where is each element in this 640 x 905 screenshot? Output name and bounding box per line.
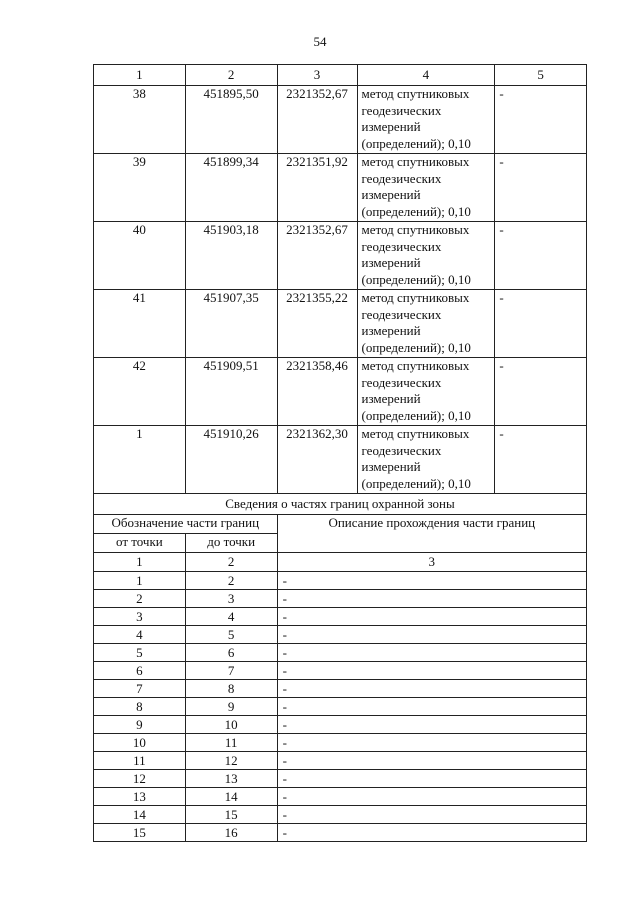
point-number: 39 bbox=[94, 154, 186, 222]
from-point: 6 bbox=[94, 662, 186, 680]
to-point: 3 bbox=[185, 590, 277, 608]
accuracy-note: - bbox=[495, 290, 587, 358]
to-point: 8 bbox=[185, 680, 277, 698]
method-line: измерений bbox=[361, 323, 421, 338]
from-point: 15 bbox=[94, 824, 186, 842]
method-cell bbox=[357, 222, 495, 290]
method-line: (определений); 0,10 bbox=[361, 271, 471, 287]
column-number: 1 bbox=[94, 553, 186, 572]
method-line: геодезических bbox=[361, 442, 442, 458]
from-point: 5 bbox=[94, 644, 186, 662]
from-point: 3 bbox=[94, 608, 186, 626]
section-title: Сведения о частях границ охранной зоны bbox=[94, 494, 587, 515]
parts-numbering-row bbox=[94, 553, 587, 572]
page-number: 54 bbox=[313, 34, 327, 49]
accuracy-note: - bbox=[495, 358, 587, 426]
point-number: 38 bbox=[94, 86, 186, 154]
to-point: 16 bbox=[185, 824, 277, 842]
part-description: - bbox=[277, 698, 586, 716]
part-description: - bbox=[277, 788, 586, 806]
from-point: 14 bbox=[94, 806, 186, 824]
method-line: метод спутниковых bbox=[361, 86, 470, 101]
from-point-header: от точки bbox=[94, 534, 186, 553]
description-header: Описание прохождения части границ bbox=[277, 515, 586, 553]
point-number: 1 bbox=[94, 426, 186, 494]
boundary-part-row bbox=[94, 698, 587, 716]
method-line: метод спутниковых bbox=[361, 290, 470, 305]
part-description: - bbox=[277, 716, 586, 734]
method-line: (определений); 0,10 bbox=[361, 407, 471, 423]
method-line: метод спутниковых bbox=[361, 358, 470, 373]
method-line: метод спутниковых bbox=[361, 154, 470, 169]
from-point: 10 bbox=[94, 734, 186, 752]
boundary-table bbox=[93, 64, 587, 842]
method-line: измерений bbox=[361, 187, 421, 202]
accuracy-note: - bbox=[495, 154, 587, 222]
method-line: (определений); 0,10 bbox=[361, 135, 471, 151]
boundary-part-row bbox=[94, 770, 587, 788]
x-coordinate: 451910,26 bbox=[185, 426, 277, 494]
part-description: - bbox=[277, 644, 586, 662]
method-line: метод спутниковых bbox=[361, 426, 470, 441]
from-point: 2 bbox=[94, 590, 186, 608]
part-description: - bbox=[277, 734, 586, 752]
boundary-part-row bbox=[94, 788, 587, 806]
column-number: 4 bbox=[357, 65, 495, 86]
method-cell bbox=[357, 290, 495, 358]
boundary-part-row bbox=[94, 608, 587, 626]
part-description: - bbox=[277, 770, 586, 788]
from-point: 12 bbox=[94, 770, 186, 788]
y-coordinate: 2321351,92 bbox=[277, 154, 357, 222]
column-number: 2 bbox=[185, 553, 277, 572]
accuracy-note: - bbox=[495, 86, 587, 154]
part-description: - bbox=[277, 752, 586, 770]
from-point: 9 bbox=[94, 716, 186, 734]
part-description: - bbox=[277, 824, 586, 842]
to-point: 14 bbox=[185, 788, 277, 806]
y-coordinate: 2321352,67 bbox=[277, 222, 357, 290]
boundary-part-row bbox=[94, 734, 587, 752]
part-description: - bbox=[277, 590, 586, 608]
to-point: 10 bbox=[185, 716, 277, 734]
x-coordinate: 451895,50 bbox=[185, 86, 277, 154]
point-row bbox=[94, 86, 587, 154]
point-row bbox=[94, 154, 587, 222]
column-number: 3 bbox=[277, 65, 357, 86]
boundary-part-row bbox=[94, 626, 587, 644]
x-coordinate: 451903,18 bbox=[185, 222, 277, 290]
parts-header-row bbox=[94, 515, 587, 534]
method-line: геодезических bbox=[361, 170, 442, 186]
to-point-header: до точки bbox=[185, 534, 277, 553]
method-line: измерений bbox=[361, 255, 421, 270]
method-line: (определений); 0,10 bbox=[361, 339, 471, 355]
to-point: 6 bbox=[185, 644, 277, 662]
method-line: (определений); 0,10 bbox=[361, 475, 471, 491]
to-point: 4 bbox=[185, 608, 277, 626]
column-numbering-row bbox=[94, 65, 587, 86]
y-coordinate: 2321358,46 bbox=[277, 358, 357, 426]
point-number: 40 bbox=[94, 222, 186, 290]
column-number: 5 bbox=[495, 65, 587, 86]
point-row bbox=[94, 358, 587, 426]
boundary-part-row bbox=[94, 590, 587, 608]
point-number: 42 bbox=[94, 358, 186, 426]
boundary-part-row bbox=[94, 824, 587, 842]
column-number: 2 bbox=[185, 65, 277, 86]
from-point: 7 bbox=[94, 680, 186, 698]
to-point: 11 bbox=[185, 734, 277, 752]
column-number: 1 bbox=[94, 65, 186, 86]
y-coordinate: 2321355,22 bbox=[277, 290, 357, 358]
method-line: измерений bbox=[361, 459, 421, 474]
to-point: 5 bbox=[185, 626, 277, 644]
accuracy-note: - bbox=[495, 222, 587, 290]
from-point: 8 bbox=[94, 698, 186, 716]
method-cell bbox=[357, 426, 495, 494]
point-number: 41 bbox=[94, 290, 186, 358]
from-point: 13 bbox=[94, 788, 186, 806]
method-line: (определений); 0,10 bbox=[361, 203, 471, 219]
section-title-row bbox=[94, 494, 587, 515]
to-point: 12 bbox=[185, 752, 277, 770]
designation-header: Обозначение части границ bbox=[94, 515, 278, 534]
to-point: 15 bbox=[185, 806, 277, 824]
accuracy-note: - bbox=[495, 426, 587, 494]
part-description: - bbox=[277, 608, 586, 626]
column-number: 3 bbox=[277, 553, 586, 572]
to-point: 2 bbox=[185, 572, 277, 590]
to-point: 7 bbox=[185, 662, 277, 680]
boundary-part-row bbox=[94, 752, 587, 770]
part-description: - bbox=[277, 626, 586, 644]
boundary-part-row bbox=[94, 662, 587, 680]
from-point: 4 bbox=[94, 626, 186, 644]
x-coordinate: 451907,35 bbox=[185, 290, 277, 358]
x-coordinate: 451899,34 bbox=[185, 154, 277, 222]
from-point: 1 bbox=[94, 572, 186, 590]
y-coordinate: 2321352,67 bbox=[277, 86, 357, 154]
method-line: метод спутниковых bbox=[361, 222, 470, 237]
part-description: - bbox=[277, 572, 586, 590]
boundary-part-row bbox=[94, 680, 587, 698]
method-line: геодезических bbox=[361, 102, 442, 118]
method-cell bbox=[357, 154, 495, 222]
from-point: 11 bbox=[94, 752, 186, 770]
boundary-part-row bbox=[94, 644, 587, 662]
to-point: 9 bbox=[185, 698, 277, 716]
method-line: геодезических bbox=[361, 306, 442, 322]
point-row bbox=[94, 222, 587, 290]
method-line: геодезических bbox=[361, 374, 442, 390]
point-row bbox=[94, 426, 587, 494]
to-point: 13 bbox=[185, 770, 277, 788]
part-description: - bbox=[277, 662, 586, 680]
method-line: измерений bbox=[361, 119, 421, 134]
method-cell bbox=[357, 358, 495, 426]
method-line: геодезических bbox=[361, 238, 442, 254]
part-description: - bbox=[277, 806, 586, 824]
y-coordinate: 2321362,30 bbox=[277, 426, 357, 494]
point-row bbox=[94, 290, 587, 358]
boundary-part-row bbox=[94, 572, 587, 590]
method-cell bbox=[357, 86, 495, 154]
boundary-part-row bbox=[94, 806, 587, 824]
method-line: измерений bbox=[361, 391, 421, 406]
part-description: - bbox=[277, 680, 586, 698]
boundary-part-row bbox=[94, 716, 587, 734]
x-coordinate: 451909,51 bbox=[185, 358, 277, 426]
